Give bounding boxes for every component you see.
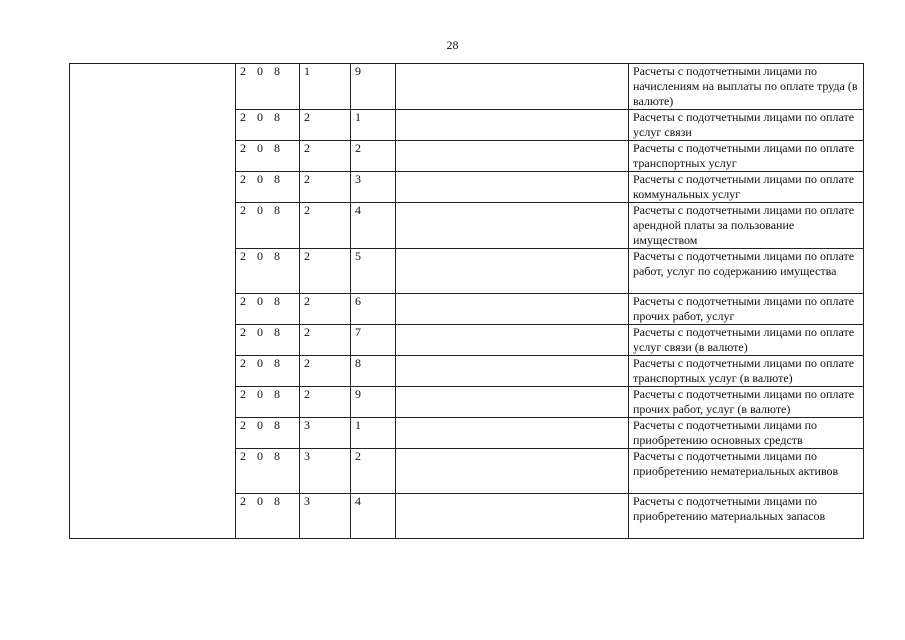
description-cell: Расчеты с подотчетными лицами по оплате транспортных услуг (629, 141, 864, 172)
blank-cell (396, 172, 629, 203)
blank-cell (396, 64, 629, 110)
description-cell: Расчеты с подотчетными лицами по оплате коммунальных услуг (629, 172, 864, 203)
item-cell: 8 (351, 356, 396, 387)
account-code-cell: 2 0 8 (236, 141, 300, 172)
account-code-cell: 2 0 8 (236, 494, 300, 539)
description-cell: Расчеты с подотчетными лицами по оплате услуг связи (629, 110, 864, 141)
item-cell: 6 (351, 294, 396, 325)
item-cell: 4 (351, 203, 396, 249)
account-code-cell: 2 0 8 (236, 110, 300, 141)
description-cell: Расчеты с подотчетными лицами по оплате прочих работ, услуг (в валюте) (629, 387, 864, 418)
accounts-table-body (70, 64, 864, 539)
account-code-cell: 2 0 8 (236, 387, 300, 418)
blank-cell (396, 203, 629, 249)
accounts-table (69, 63, 864, 539)
sub-account-cell: 2 (300, 356, 351, 387)
blank-cell (396, 449, 629, 494)
account-code-cell: 2 0 8 (236, 172, 300, 203)
blank-cell (396, 418, 629, 449)
sub-account-cell: 2 (300, 249, 351, 294)
description-cell: Расчеты с подотчетными лицами по приобретению нематериальных активов (629, 449, 864, 494)
account-code-cell: 2 0 8 (236, 203, 300, 249)
blank-cell (396, 294, 629, 325)
account-code-cell: 2 0 8 (236, 418, 300, 449)
sub-account-cell: 2 (300, 294, 351, 325)
description-cell: Расчеты с подотчетными лицами по приобретению материальных запасов (629, 494, 864, 539)
item-cell: 4 (351, 494, 396, 539)
blank-cell (396, 141, 629, 172)
sub-account-cell: 2 (300, 203, 351, 249)
item-cell: 2 (351, 449, 396, 494)
item-cell: 7 (351, 325, 396, 356)
account-code-cell: 2 0 8 (236, 294, 300, 325)
sub-account-cell: 3 (300, 449, 351, 494)
item-cell: 1 (351, 110, 396, 141)
account-code-cell: 2 0 8 (236, 249, 300, 294)
account-code-cell: 2 0 8 (236, 64, 300, 110)
account-code-cell: 2 0 8 (236, 356, 300, 387)
table-row (70, 64, 864, 110)
sub-account-cell: 1 (300, 64, 351, 110)
item-cell: 9 (351, 64, 396, 110)
item-cell: 3 (351, 172, 396, 203)
description-cell: Расчеты с подотчетными лицами по оплате услуг связи (в валюте) (629, 325, 864, 356)
description-cell: Расчеты с подотчетными лицами по оплате работ, услуг по содержанию имущества (629, 249, 864, 294)
sub-account-cell: 3 (300, 494, 351, 539)
sub-account-cell: 2 (300, 387, 351, 418)
item-cell: 5 (351, 249, 396, 294)
blank-cell (396, 356, 629, 387)
description-cell: Расчеты с подотчетными лицами по приобретению основных средств (629, 418, 864, 449)
sub-account-cell: 3 (300, 418, 351, 449)
sub-account-cell: 2 (300, 172, 351, 203)
blank-cell (396, 249, 629, 294)
sub-account-cell: 2 (300, 325, 351, 356)
description-cell: Расчеты с подотчетными лицами по оплате арендной платы за пользование имуществом (629, 203, 864, 249)
account-code-cell: 2 0 8 (236, 449, 300, 494)
item-cell: 9 (351, 387, 396, 418)
account-code-cell: 2 0 8 (236, 325, 300, 356)
page-number: 28 (446, 38, 459, 52)
description-cell: Расчеты с подотчетными лицами по оплате прочих работ, услуг (629, 294, 864, 325)
blank-left-cell (70, 64, 236, 539)
item-cell: 1 (351, 418, 396, 449)
blank-cell (396, 325, 629, 356)
blank-cell (396, 387, 629, 418)
sub-account-cell: 2 (300, 141, 351, 172)
blank-cell (396, 494, 629, 539)
item-cell: 2 (351, 141, 396, 172)
sub-account-cell: 2 (300, 110, 351, 141)
description-cell: Расчеты с подотчетными лицами по оплате транспортных услуг (в валюте) (629, 356, 864, 387)
blank-cell (396, 110, 629, 141)
description-cell: Расчеты с подотчетными лицами по начислениям на выплаты по оплате труда (в валюте) (629, 64, 864, 110)
